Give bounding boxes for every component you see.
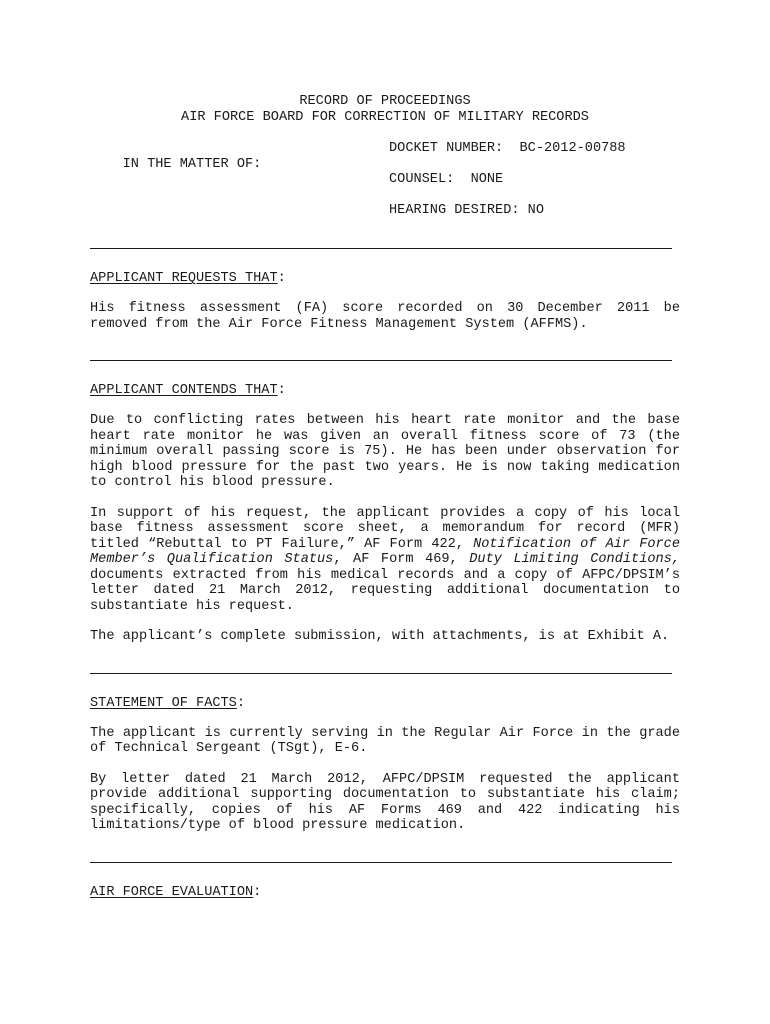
contends-paragraph-1: Due to conflicting rates between his heart rate monitor and the base heart rate monitor he was given an overall fitness score of 73 (the minimum overall passing score is 75). He has been under observation for high blood pressure for the past two years. He is now taking medication to control his blood pressure. (90, 413, 680, 490)
facts-paragraph-1: The applicant is currently serving in the Regular Air Force in the grade of Technical Sergeant (TSgt), E-6. (90, 725, 680, 756)
header-subtitle: AIR FORCE BOARD FOR CORRECTION OF MILITARY RECORDS (181, 110, 589, 125)
document-page (90, 94, 680, 901)
docket-number: DOCKET NUMBER: BC-2012-00788 (389, 141, 626, 156)
requests-title: APPLICANT REQUESTS THAT (90, 271, 278, 286)
contends-title: APPLICANT CONTENDS THAT (90, 383, 278, 398)
evaluation-heading: AIR FORCE EVALUATION: (90, 884, 262, 900)
contends-p2-text: documents extracted from his medical records and a copy of AFPC/DPSIM’s letter dated 21 March 2012, requesting additional documentation to substantiate his request. (90, 567, 680, 614)
counsel: COUNSEL: NONE (389, 172, 504, 187)
requests-heading: APPLICANT REQUESTS THAT: (90, 271, 286, 286)
hearing-desired: HEARING DESIRED: NO (389, 203, 544, 218)
matter-row (90, 141, 680, 172)
contends-p2-text: In support of his request, the applicant provides a copy of his local base fitness assessment score sheet, a memorandum for record (MFR) titled “Rebuttal to PT Failure,” AF Form 422, (90, 505, 680, 552)
contends-heading: APPLICANT CONTENDS THAT: (90, 383, 286, 398)
facts-heading: STATEMENT OF FACTS: (90, 695, 246, 711)
counsel-row (90, 172, 680, 188)
evaluation-title: AIR FORCE EVALUATION (90, 884, 254, 900)
hearing-row (90, 203, 680, 219)
matter-label: IN THE MATTER OF: (122, 157, 262, 172)
contends-paragraph-2 (90, 506, 680, 615)
facts-paragraph-2: By letter dated 21 March 2012, AFPC/DPSIM requested the applicant provide additional supporting documentation to substantiate his claim; specifically, copies of his AF Forms 469 and 422 indicating his limitations/type of blood pressure medication. (90, 771, 680, 833)
contends-p2-text: , AF Form 469, (333, 552, 470, 567)
facts-title: STATEMENT OF FACTS (90, 695, 237, 711)
requests-text: His fitness assessment (FA) score recorded on 30 December 2011 be removed from the Air Force Fitness Management System (AFFMS). (90, 301, 680, 332)
header-title: RECORD OF PROCEEDINGS (299, 94, 471, 109)
form-422-title: Notification of Air Force Member’s Qualification Status (90, 536, 680, 567)
form-469-title: Duty Limiting Conditions, (469, 552, 680, 567)
contends-paragraph-3: The applicant’s complete submission, with attachments, is at Exhibit A. (90, 629, 670, 644)
